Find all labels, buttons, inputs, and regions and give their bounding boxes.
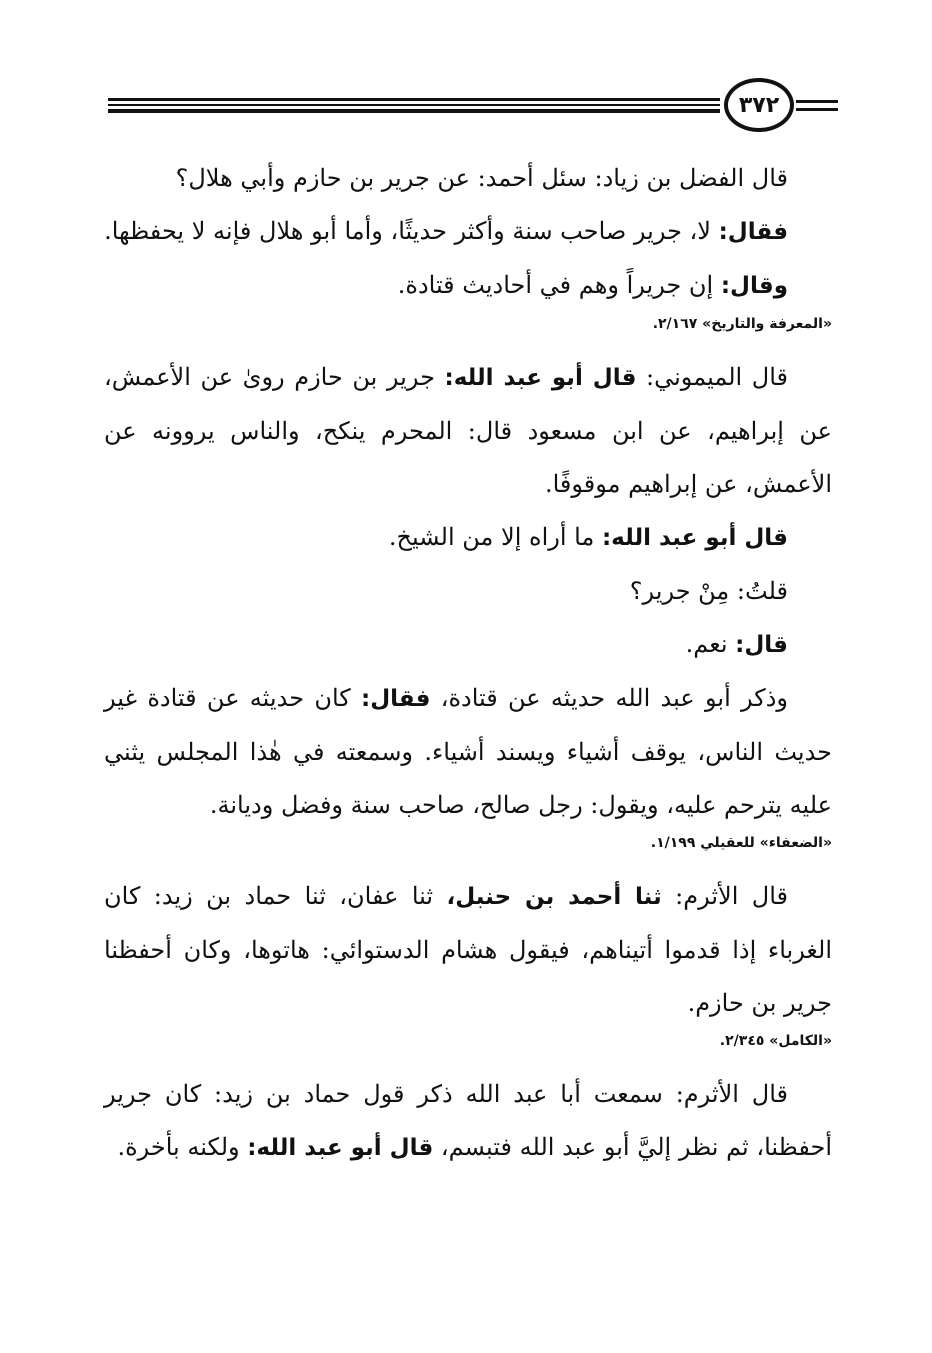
paragraph-text: قال الفضل بن زياد: سئل أحمد: عن جرير بن حازم وأبي هلال؟ xyxy=(175,164,788,192)
speaker-label: وقال: xyxy=(720,273,788,299)
paragraph-text: نعم. xyxy=(685,630,736,658)
paragraph xyxy=(104,351,832,511)
source-reference: «الضعفاء» للعقيلي ١/١٩٩. xyxy=(650,835,832,851)
speaker-label: فقال: xyxy=(718,219,788,245)
speaker-label: قال أبو عبد الله: xyxy=(247,1135,434,1161)
paragraph xyxy=(104,259,832,313)
paragraph xyxy=(104,511,832,565)
paragraph-text: ما أراه إلا من الشيخ. xyxy=(388,523,602,551)
paragraph xyxy=(104,672,832,832)
paragraph-prefix: قال الأثرم: سمعت أبا عبد الله ذكر قول حماد بن زيد: كان جرير أحفظنا، ثم نظر إليَّ أبو عبد الله فتبسم، xyxy=(104,1080,832,1161)
header-rule xyxy=(796,100,838,103)
speaker-label: قال أبو عبد الله: xyxy=(601,525,788,551)
paragraph-text: كان حديثه عن قتادة غير حديث الناس، يوقف أشياء ويسند أشياء. وسمعته في هٰذا المجلس يثني عليه يترحم عليه، ويقول: رجل صالح، صاحب سنة وفضل وديانة. xyxy=(104,684,832,819)
paragraph-prefix: قال الأثرم: xyxy=(661,882,789,910)
speaker-label: ثنا أحمد بن حنبل، xyxy=(446,884,662,910)
paragraph-text: جرير بن حازم روىٰ عن الأعمش، عن إبراهيم، عن ابن مسعود قال: المحرم ينكح، والناس يروونه عن الأعمش، عن إبراهيم موقوفًا. xyxy=(104,363,832,498)
paragraph xyxy=(104,870,832,1030)
source-reference: «المعرفة والتاريخ» ٢/١٦٧. xyxy=(652,316,832,332)
page-header xyxy=(108,78,838,138)
paragraph xyxy=(104,152,832,205)
page-body xyxy=(104,152,832,1175)
header-rule xyxy=(108,104,720,106)
page-number-badge xyxy=(724,78,794,132)
header-rule xyxy=(108,109,720,113)
header-rule xyxy=(796,108,838,111)
paragraph xyxy=(104,618,832,672)
paragraph-text: ولكنه بأخرة. xyxy=(117,1133,248,1161)
speaker-label: قال أبو عبد الله: xyxy=(444,365,637,391)
paragraph-text: ثنا عفان، ثنا حماد بن زيد: كان الغرباء إذا قدموا أتيناهم، فيقول هشام الدستوائي: هاتوها، وكان أحفظنا جرير بن حازم. xyxy=(104,882,832,1017)
speaker-label: قال: xyxy=(735,632,788,658)
paragraph-prefix: قال الميموني: xyxy=(636,363,788,391)
paragraph-prefix: وذكر أبو عبد الله حديثه عن قتادة، xyxy=(430,684,788,712)
paragraph xyxy=(104,205,832,259)
source-reference: «الكامل» ٢/٣٤٥. xyxy=(719,1033,832,1049)
paragraph xyxy=(104,1068,832,1175)
speaker-label: فقال: xyxy=(361,686,431,712)
paragraph xyxy=(104,565,832,618)
paragraph-text: إن جريراً وهم في أحاديث قتادة. xyxy=(397,271,721,299)
page-number: ٣٧٢ xyxy=(738,92,780,118)
paragraph-text: قلتُ: مِنْ جرير؟ xyxy=(629,577,788,605)
header-rule xyxy=(108,98,720,101)
paragraph-text: لا، جرير صاحب سنة وأكثر حديثًا، وأما أبو هلال فإنه لا يحفظها. xyxy=(104,217,719,245)
